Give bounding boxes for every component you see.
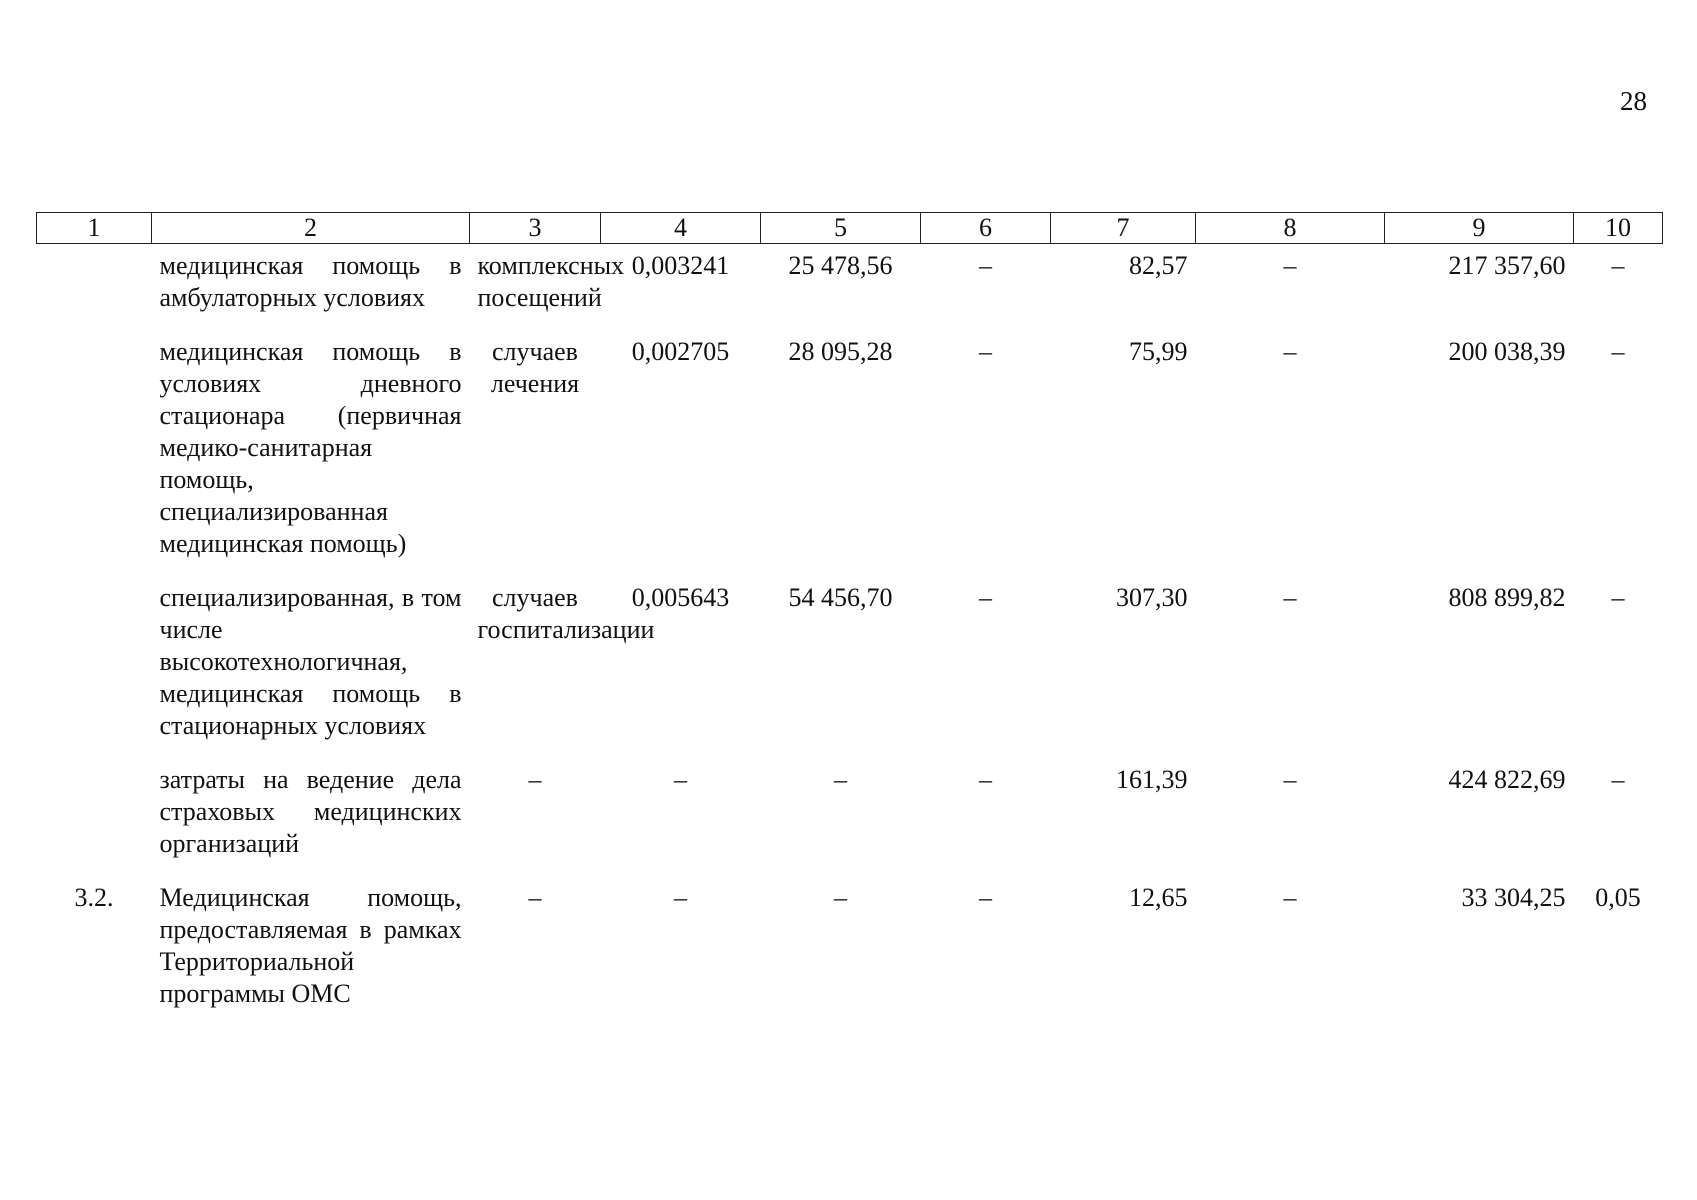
cell-col4: 0,003241 (631, 251, 730, 280)
row-number (37, 764, 152, 860)
cell-col9: 200 038,39 (1448, 337, 1566, 366)
cell-col6: – (979, 583, 992, 612)
cell-col10: – (1611, 583, 1625, 612)
row-name: Медицинская помощь, предоставляемая в рамках Территориальной программы ОМС (159, 883, 462, 1008)
cell-col9: 217 357,60 (1448, 251, 1566, 280)
cell-col4: – (674, 765, 687, 794)
row-unit: комплексных посещений (477, 251, 625, 312)
row-number (37, 582, 152, 742)
cell-col4: – (674, 883, 687, 912)
cell-col9: 808 899,82 (1448, 583, 1566, 612)
header-cell: 7 (1051, 213, 1196, 244)
cell-col5: 54 456,70 (788, 583, 893, 612)
row-unit: случаев лечения (490, 337, 580, 398)
row-number (37, 336, 152, 560)
cell-col9: 424 822,69 (1448, 765, 1566, 794)
cell-col10: – (1611, 337, 1625, 366)
header-cell: 1 (37, 213, 152, 244)
table-row (37, 882, 1663, 1010)
row-number: 3.2. (74, 883, 114, 912)
row-number (37, 244, 152, 315)
table-row (37, 336, 1663, 560)
cell-col10: – (1611, 251, 1625, 280)
row-unit: – (528, 765, 542, 794)
cell-col5: 25 478,56 (788, 251, 893, 280)
header-cell: 3 (470, 213, 601, 244)
header-cell: 2 (152, 213, 470, 244)
cell-col6: – (979, 765, 992, 794)
cell-col4: 0,002705 (631, 337, 730, 366)
cell-col4: 0,005643 (631, 583, 730, 612)
header-cell: 5 (761, 213, 921, 244)
cell-col6: – (979, 337, 992, 366)
cell-col10: – (1611, 765, 1625, 794)
row-name: затраты на ведение дела страховых медицинских организаций (159, 765, 462, 858)
header-cell: 8 (1196, 213, 1385, 244)
row-name: медицинская помощь в амбулаторных условиях (159, 251, 462, 312)
page-number: 28 (1620, 86, 1647, 116)
row-unit: – (528, 883, 542, 912)
cell-col7: 12,65 (1129, 883, 1188, 912)
cell-col7: 75,99 (1129, 337, 1188, 366)
cell-col10: 0,05 (1595, 883, 1641, 912)
table-row (37, 582, 1663, 742)
header-cell: 4 (601, 213, 761, 244)
row-name: медицинская помощь в условиях дневного стационара (первичная медико-санитарная помощь, специализированная медицинская помощь) (159, 337, 462, 558)
cell-col6: – (979, 251, 992, 280)
cell-col8: – (1283, 251, 1297, 280)
cell-col7: 307,30 (1116, 583, 1188, 612)
cell-col8: – (1283, 765, 1297, 794)
header-row (37, 213, 1663, 244)
header-cell: 10 (1574, 213, 1663, 244)
cell-col7: 161,39 (1116, 765, 1188, 794)
cell-col6: – (979, 883, 992, 912)
cell-col9: 33 304,25 (1461, 883, 1566, 912)
cell-col5: 28 095,28 (788, 337, 893, 366)
row-unit: случаев госпитализации (477, 583, 655, 644)
row-name: специализированная, в том числе высокотехнологичная, медицинская помощь в стационарных условиях (159, 583, 462, 740)
header-cell: 6 (921, 213, 1051, 244)
cell-col8: – (1283, 337, 1297, 366)
cell-col7: 82,57 (1129, 251, 1188, 280)
cell-col5: – (834, 765, 847, 794)
cell-col8: – (1283, 583, 1297, 612)
data-table (36, 212, 1663, 1010)
cell-col8: – (1283, 883, 1297, 912)
table-row (37, 244, 1663, 315)
table-row (37, 764, 1663, 860)
cell-col5: – (834, 883, 847, 912)
header-cell: 9 (1385, 213, 1574, 244)
